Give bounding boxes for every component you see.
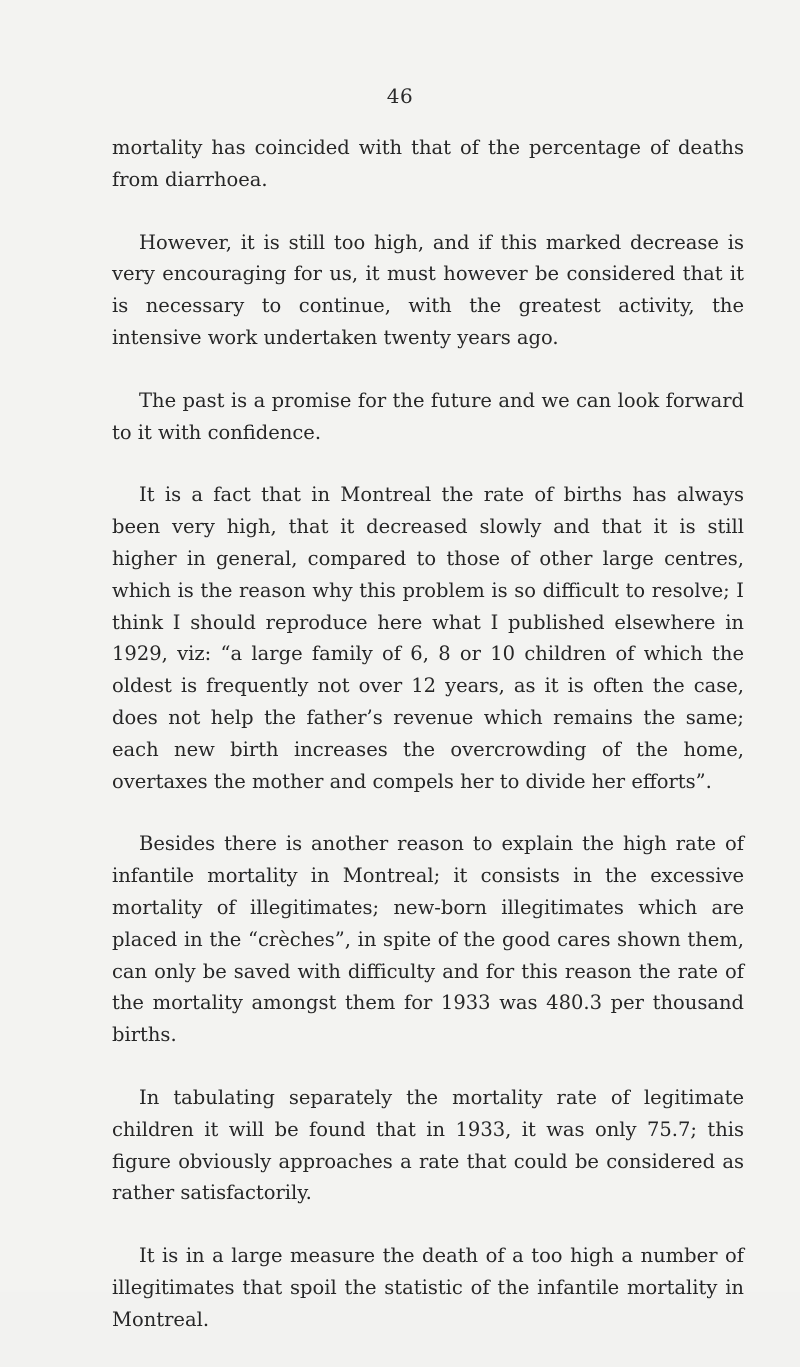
paragraph: Besides there is another reason to explain the high rate of infantile mortality in Montreal; it consists in the excessive mortality of illegitimates; new-born illegitimates which are placed in the “crèches”, in spite of the good cares shown them, can only be saved with difficulty and for this reason the rate of the mortality amongst them for 1933 was 480.3 per thousand births. [112, 832, 744, 1047]
page-number: 46 [386, 84, 414, 108]
paragraph: It is in a large measure the death of a too high a number of illegitimates that spoil the statistic of the infantile mortality in Montreal. [112, 1244, 744, 1331]
paragraph: The past is a promise for the future and we can look forward to it with confidence. [112, 388, 744, 444]
paragraph: In tabulating separately the mortality rate of legitimate children it will be found that in 1933, it was only 75.7; this figure obviously approaches a rate that could be considered as rather satisfactorily. [112, 1085, 744, 1205]
paragraph: It is a fact that in Montreal the rate of births has always been very high, that it decreased slowly and that it is still higher in general, compared to those of other large centres, which is the reason why this problem is so difficult to resolve; I think I should reproduce here what I published elsewhere in 1929, viz: “a large family of 6, 8 or 10 children of which the oldest is frequently not over 12 years, as it is often the case, does not help the father’s revenue which remains the same; each new birth increases the overcrowding of the home, overtaxes the mother and compels her to divide her efforts”. [112, 483, 744, 793]
body-text [112, 132, 744, 1367]
paragraph: However, it is still too high, and if this marked decrease is very encouraging for us, it must however be considered that it is necessary to continue, with the greatest activity, the intensive work undertaken twenty years ago. [112, 230, 744, 349]
paragraph-continuation: mortality has coincided with that of the percentage of deaths from diarrhoea. [112, 136, 744, 191]
